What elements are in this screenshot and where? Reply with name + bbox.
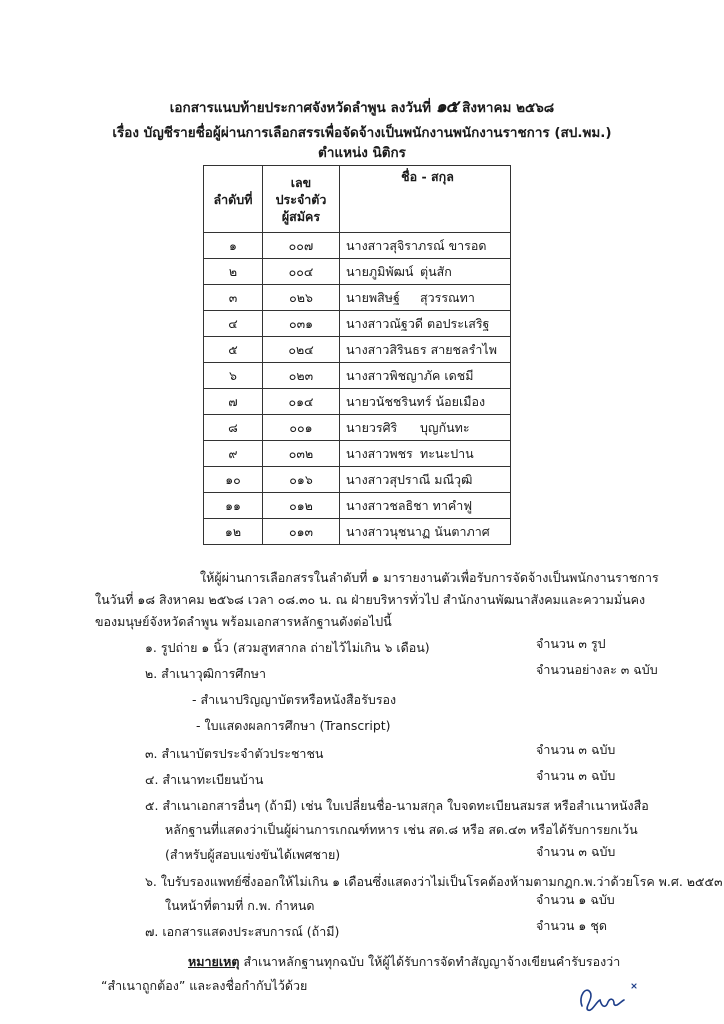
table-row: ๗ ๐๑๔ นายวนัชชรินทร์ น้อยเมือง <box>204 389 511 415</box>
item-medical-certificate: ๖. ใบรับรองแพทย์ซึ่งออกให้ไม่เกิน ๑ เดือนซึ่งแสดงว่าไม่เป็นโรคต้องห้ามตามกฎก.พ.ว่าด้วยโรค พ.ศ. ๒๕๕๓ <box>145 874 723 889</box>
table-row: ๒ ๐๐๔ นายภูมิพัฒน์ ตุ่นสัก <box>204 259 511 285</box>
item-other-docs-line-2: หลักฐานที่แสดงว่าเป็นผู้ผ่านการเกณฑ์ทหาร เช่น สด.๘ หรือ สด.๔๓ หรือได้รับการยกเว้น <box>165 822 638 837</box>
subject-line: เรื่อง บัญชีรายชื่อผู้ผ่านการเลือกสรรเพื่อจัดจ้างเป็นพนักงานพนักงานราชการ (สป.พม.) <box>112 125 612 141</box>
signature-initials <box>574 978 654 1014</box>
note-line-1: หมายเหตุ สำเนาหลักฐานทุกฉบับ ให้ผู้ได้รับการจัดทำสัญญาจ้างเขียนคำรับรองว่า <box>188 954 621 969</box>
table-row: ๙ ๐๓๒ นางสาวพชร ทะนะปาน <box>204 441 511 467</box>
item-education-qty: จำนวนอย่างละ ๓ ฉบับ <box>536 662 658 677</box>
candidate-table <box>203 165 511 545</box>
table-row: ๑ ๐๐๗ นางสาวสุจิราภรณ์ ขารอด <box>204 233 511 259</box>
table-row: ๖ ๐๒๓ นางสาวพิชญาภัค เดชมี <box>204 363 511 389</box>
table-row: ๓ ๐๒๖ นายพสิษฐ์ สุวรรณทา <box>204 285 511 311</box>
item-photo: ๑. รูปถ่าย ๑ นิ้ว (สวมสูทสากล ถ่ายไว้ไม่เกิน ๖ เดือน) <box>145 640 430 655</box>
header-applicant-number: เลข ประจำตัว ผู้สมัคร <box>263 166 340 233</box>
table-row: ๕ ๐๒๔ นางสาวสิรินธร สายชลรำไพ <box>204 337 511 363</box>
item-id-card: ๓. สำเนาบัตรประจำตัวประชาชน <box>145 746 324 761</box>
item-house-registration-qty: จำนวน ๓ ฉบับ <box>536 768 616 783</box>
item-experience: ๗. เอกสารแสดงประสบการณ์ (ถ้ามี) <box>145 924 340 939</box>
announcement-title: เอกสารแนบท้ายประกาศจังหวัดลำพูน ลงวันที่ ๑๕ สิงหาคม ๒๕๖๘ <box>169 97 555 117</box>
table-row: ๘ ๐๐๑ นายวรศิริ บุญกันทะ <box>204 415 511 441</box>
item-medical-certificate-line-2: ในหน้าที่ตามที่ ก.พ. กำหนด <box>165 898 315 913</box>
table-row: ๑๑ ๐๑๒ นางสาวชลธิชา ทาคำฟู <box>204 493 511 519</box>
note-line-2: “สำเนาถูกต้อง” และลงชื่อกำกับไว้ด้วย <box>101 978 308 993</box>
intro-line-3: ของมนุษย์จังหวัดลำพูน พร้อมเอกสารหลักฐานดังต่อไปนี้ <box>95 614 392 629</box>
table-row: ๔ ๐๓๑ นางสาวณัฐวดี ตอประเสริฐ <box>204 311 511 337</box>
note-label: หมายเหตุ <box>188 954 240 969</box>
item-education: ๒. สำเนาวุฒิการศึกษา <box>145 666 267 681</box>
item-other-docs-qty: จำนวน ๓ ฉบับ <box>536 844 616 859</box>
table-row: ๑๐ ๐๑๖ นางสาวสุปราณี มณีวุฒิ <box>204 467 511 493</box>
item-education-sub-2: - ใบแสดงผลการศึกษา (Transcript) <box>196 718 391 733</box>
item-photo-qty: จำนวน ๓ รูป <box>536 636 606 651</box>
table-row: ๑๒ ๐๑๓ นางสาวนุชนาฏ นันตาภาศ <box>204 519 511 545</box>
table-header-row <box>204 166 511 233</box>
item-house-registration: ๔. สำเนาทะเบียนบ้าน <box>145 772 264 787</box>
intro-line-1: ให้ผู้ผ่านการเลือกสรรในลำดับที่ ๑ มารายงานตัวเพื่อรับการจัดจ้างเป็นพนักงานราชการ <box>200 570 659 585</box>
header-index: ลำดับที่ <box>204 166 263 233</box>
item-education-sub-1: - สำเนาปริญญาบัตรหรือหนังสือรับรอง <box>192 692 397 707</box>
item-experience-qty: จำนวน ๑ ชุด <box>536 918 607 933</box>
position-title: ตำแหน่ง นิติกร <box>318 145 406 161</box>
handwritten-day: ๑๕ <box>435 97 458 117</box>
item-medical-certificate-qty: จำนวน ๑ ฉบับ <box>536 892 615 907</box>
intro-line-2: ในวันที่ ๑๘ สิงหาคม ๒๕๖๘ เวลา ๐๘.๓๐ น. ณ ฝ่ายบริหารทั่วไป สำนักงานพัฒนาสังคมและความมั่นคง <box>95 592 646 607</box>
item-other-docs-line-3: (สำหรับผู้สอบแข่งขันได้เพศชาย) <box>165 847 341 862</box>
item-other-docs: ๕. สำเนาเอกสารอื่นๆ (ถ้ามี) เช่น ใบเปลี่ยนชื่อ-นามสกุล ใบจดทะเบียนสมรส หรือสำเนาหนังสือ <box>145 798 649 813</box>
header-name: ชื่อ - สกุล <box>340 166 511 233</box>
item-id-card-qty: จำนวน ๓ ฉบับ <box>536 742 616 757</box>
